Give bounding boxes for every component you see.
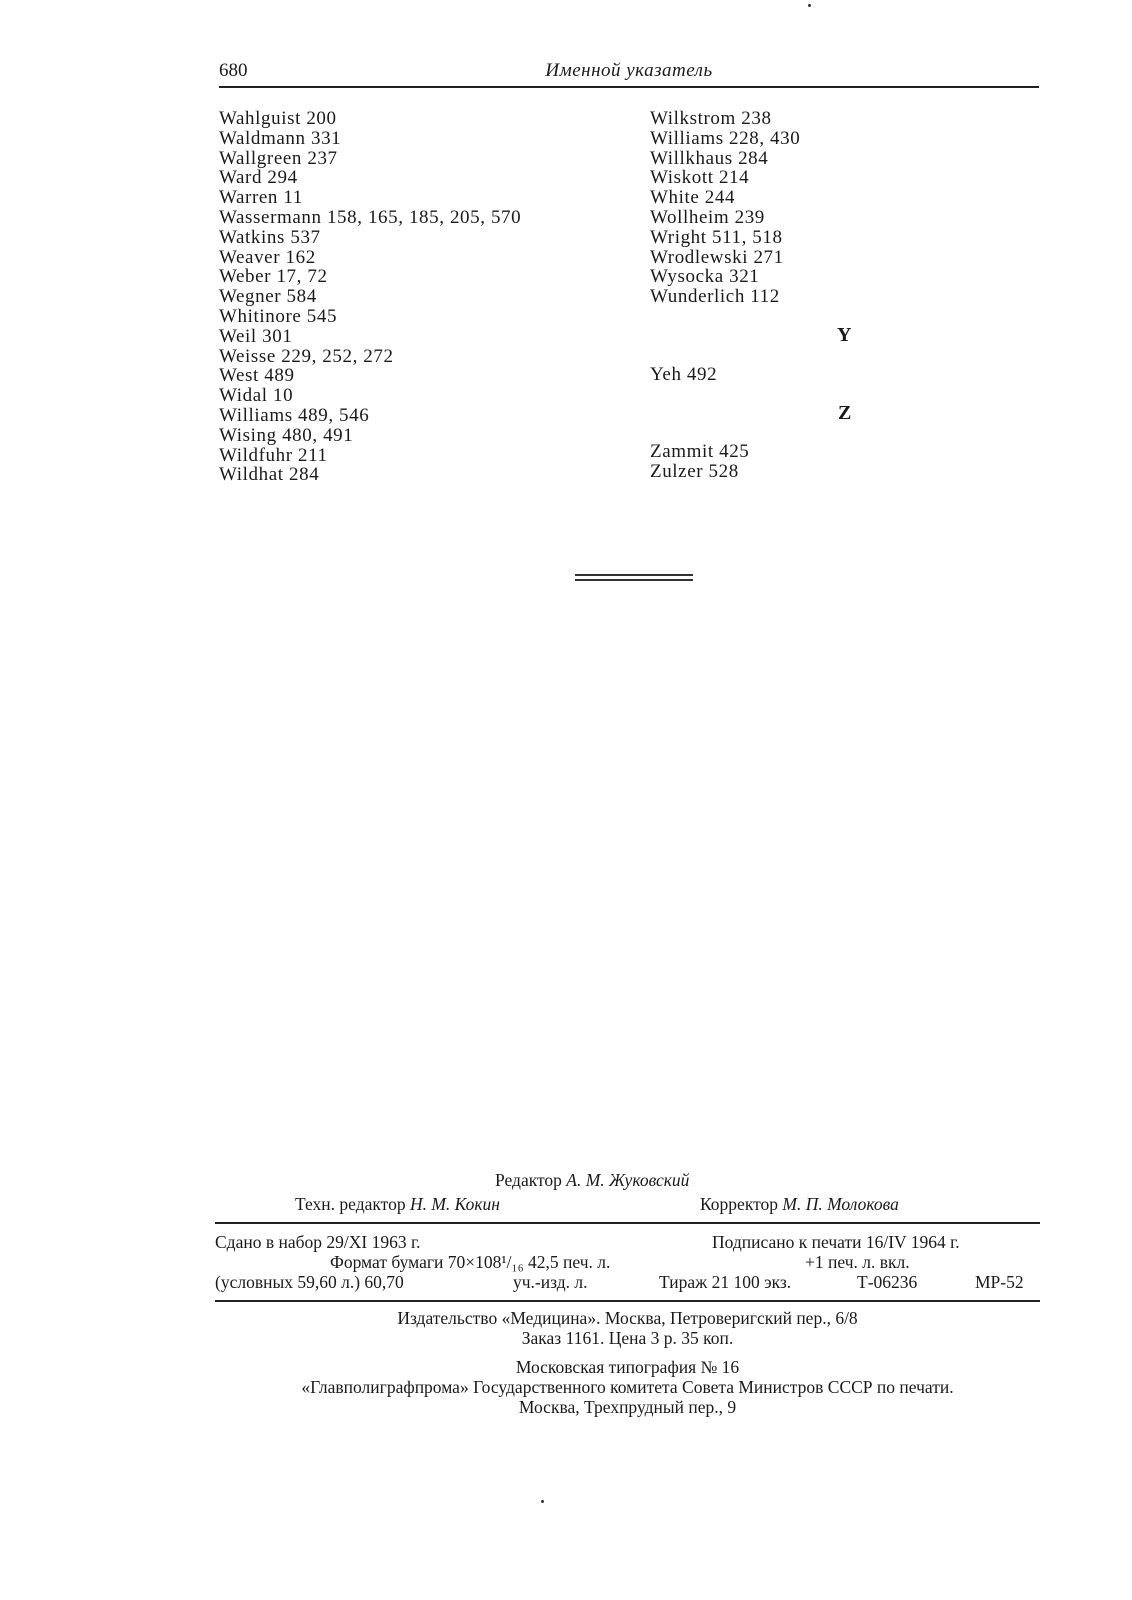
proofreader-line (700, 1194, 899, 1215)
printer-line-1: Московская типография № 16 (515, 1357, 740, 1377)
order-code-t: Т-06236 (857, 1272, 918, 1292)
colophon-rule-top (215, 1222, 1040, 1224)
print-speck (541, 1500, 544, 1503)
proofreader-label: Корректор (700, 1194, 779, 1214)
index-entry: Williams 489, 546 (219, 404, 370, 426)
index-entry: Widal 10 (219, 385, 294, 407)
colophon-rule-bottom (215, 1300, 1040, 1302)
index-entry: West 489 (219, 365, 295, 387)
index-entry: Zammit 425 (650, 441, 750, 463)
letter-heading-z: Z (838, 401, 852, 424)
index-entry: Weil 301 (219, 325, 293, 347)
index-entry: Weaver 162 (219, 246, 316, 268)
editor-line (495, 1170, 689, 1191)
index-entry: Wunderlich 112 (650, 286, 780, 308)
conventional-sheets: (условных 59,60 л.) 60,70 (215, 1272, 404, 1292)
print-run: Тираж 21 100 экз. (659, 1272, 792, 1292)
index-entry: Wysocka 321 (650, 266, 760, 288)
proofreader-name: М. П. Молокова (782, 1194, 899, 1214)
page-number: 680 (219, 60, 248, 81)
index-entry: Waldmann 331 (219, 127, 342, 149)
tech-editor-line (295, 1194, 500, 1215)
order-price-line: Заказ 1161. Цена 3 р. 35 коп. (521, 1328, 734, 1348)
end-rule-top (575, 574, 693, 576)
index-entry: Willkhaus 284 (650, 147, 769, 169)
index-entry: Wising 480, 491 (219, 424, 354, 446)
index-entry: Weisse 229, 252, 272 (219, 345, 394, 367)
printer-line-3: Москва, Трехпрудный пер., 9 (518, 1397, 737, 1417)
index-entry: Williams 228, 430 (650, 127, 801, 149)
index-entry: Wrodlewski 271 (650, 246, 784, 268)
index-left-column (219, 109, 639, 485)
page-header (219, 58, 1039, 88)
tech-editor-label: Техн. редактор (295, 1194, 406, 1214)
index-entry: Wright 511, 518 (650, 226, 783, 248)
index-entry: Yeh 492 (650, 363, 718, 385)
publisher-sheets: уч.-изд. л. (513, 1272, 588, 1292)
index-entry: Weber 17, 72 (219, 266, 328, 288)
editor-label: Редактор (495, 1170, 562, 1190)
printer-line-2: «Главполиграфпрома» Государственного комитета Совета Министров СССР по печати. (301, 1377, 954, 1397)
running-title: Именной указатель (545, 60, 713, 81)
index-entry: Warren 11 (219, 187, 303, 209)
index-entry: White 244 (650, 187, 736, 209)
index-entry: Zulzer 528 (650, 461, 739, 483)
typeset-date: Сдано в набор 29/XI 1963 г. (215, 1232, 421, 1252)
paper-format: Формат бумаги 70×108¹/₁₆ 42,5 печ. л. (330, 1252, 611, 1272)
index-entry: Wilkstrom 238 (650, 108, 772, 129)
publisher-line: Издательство «Медицина». Москва, Петроверигский пер., 6/8 (397, 1308, 858, 1328)
signed-date: Подписано к печати 16/IV 1964 г. (712, 1232, 960, 1252)
index-entry: Wallgreen 237 (219, 147, 338, 169)
print-speck (808, 4, 811, 7)
index-entry: Wegner 584 (219, 286, 317, 308)
index-right-column (650, 109, 1030, 482)
index-entry: Wahlguist 200 (219, 108, 337, 129)
index-entry: Ward 294 (219, 167, 298, 189)
index-entry: Whitinore 545 (219, 305, 338, 327)
header-rule (219, 86, 1039, 88)
end-rule-bottom (575, 579, 693, 581)
index-entry: Watkins 537 (219, 226, 321, 248)
tech-editor-name: Н. М. Кокин (409, 1194, 500, 1214)
letter-heading-y: Y (836, 323, 852, 346)
order-code-mr: МР-52 (975, 1272, 1024, 1292)
index-entry: Wollheim 239 (650, 206, 765, 228)
inserts: +1 печ. л. вкл. (805, 1252, 910, 1272)
index-entry: Wildfuhr 211 (219, 444, 328, 466)
index-entry: Wassermann 158, 165, 185, 205, 570 (219, 206, 522, 228)
index-entry: Wiskott 214 (650, 167, 750, 189)
editor-name: А. М. Жуковский (566, 1170, 690, 1190)
index-entry: Wildhat 284 (219, 464, 320, 486)
